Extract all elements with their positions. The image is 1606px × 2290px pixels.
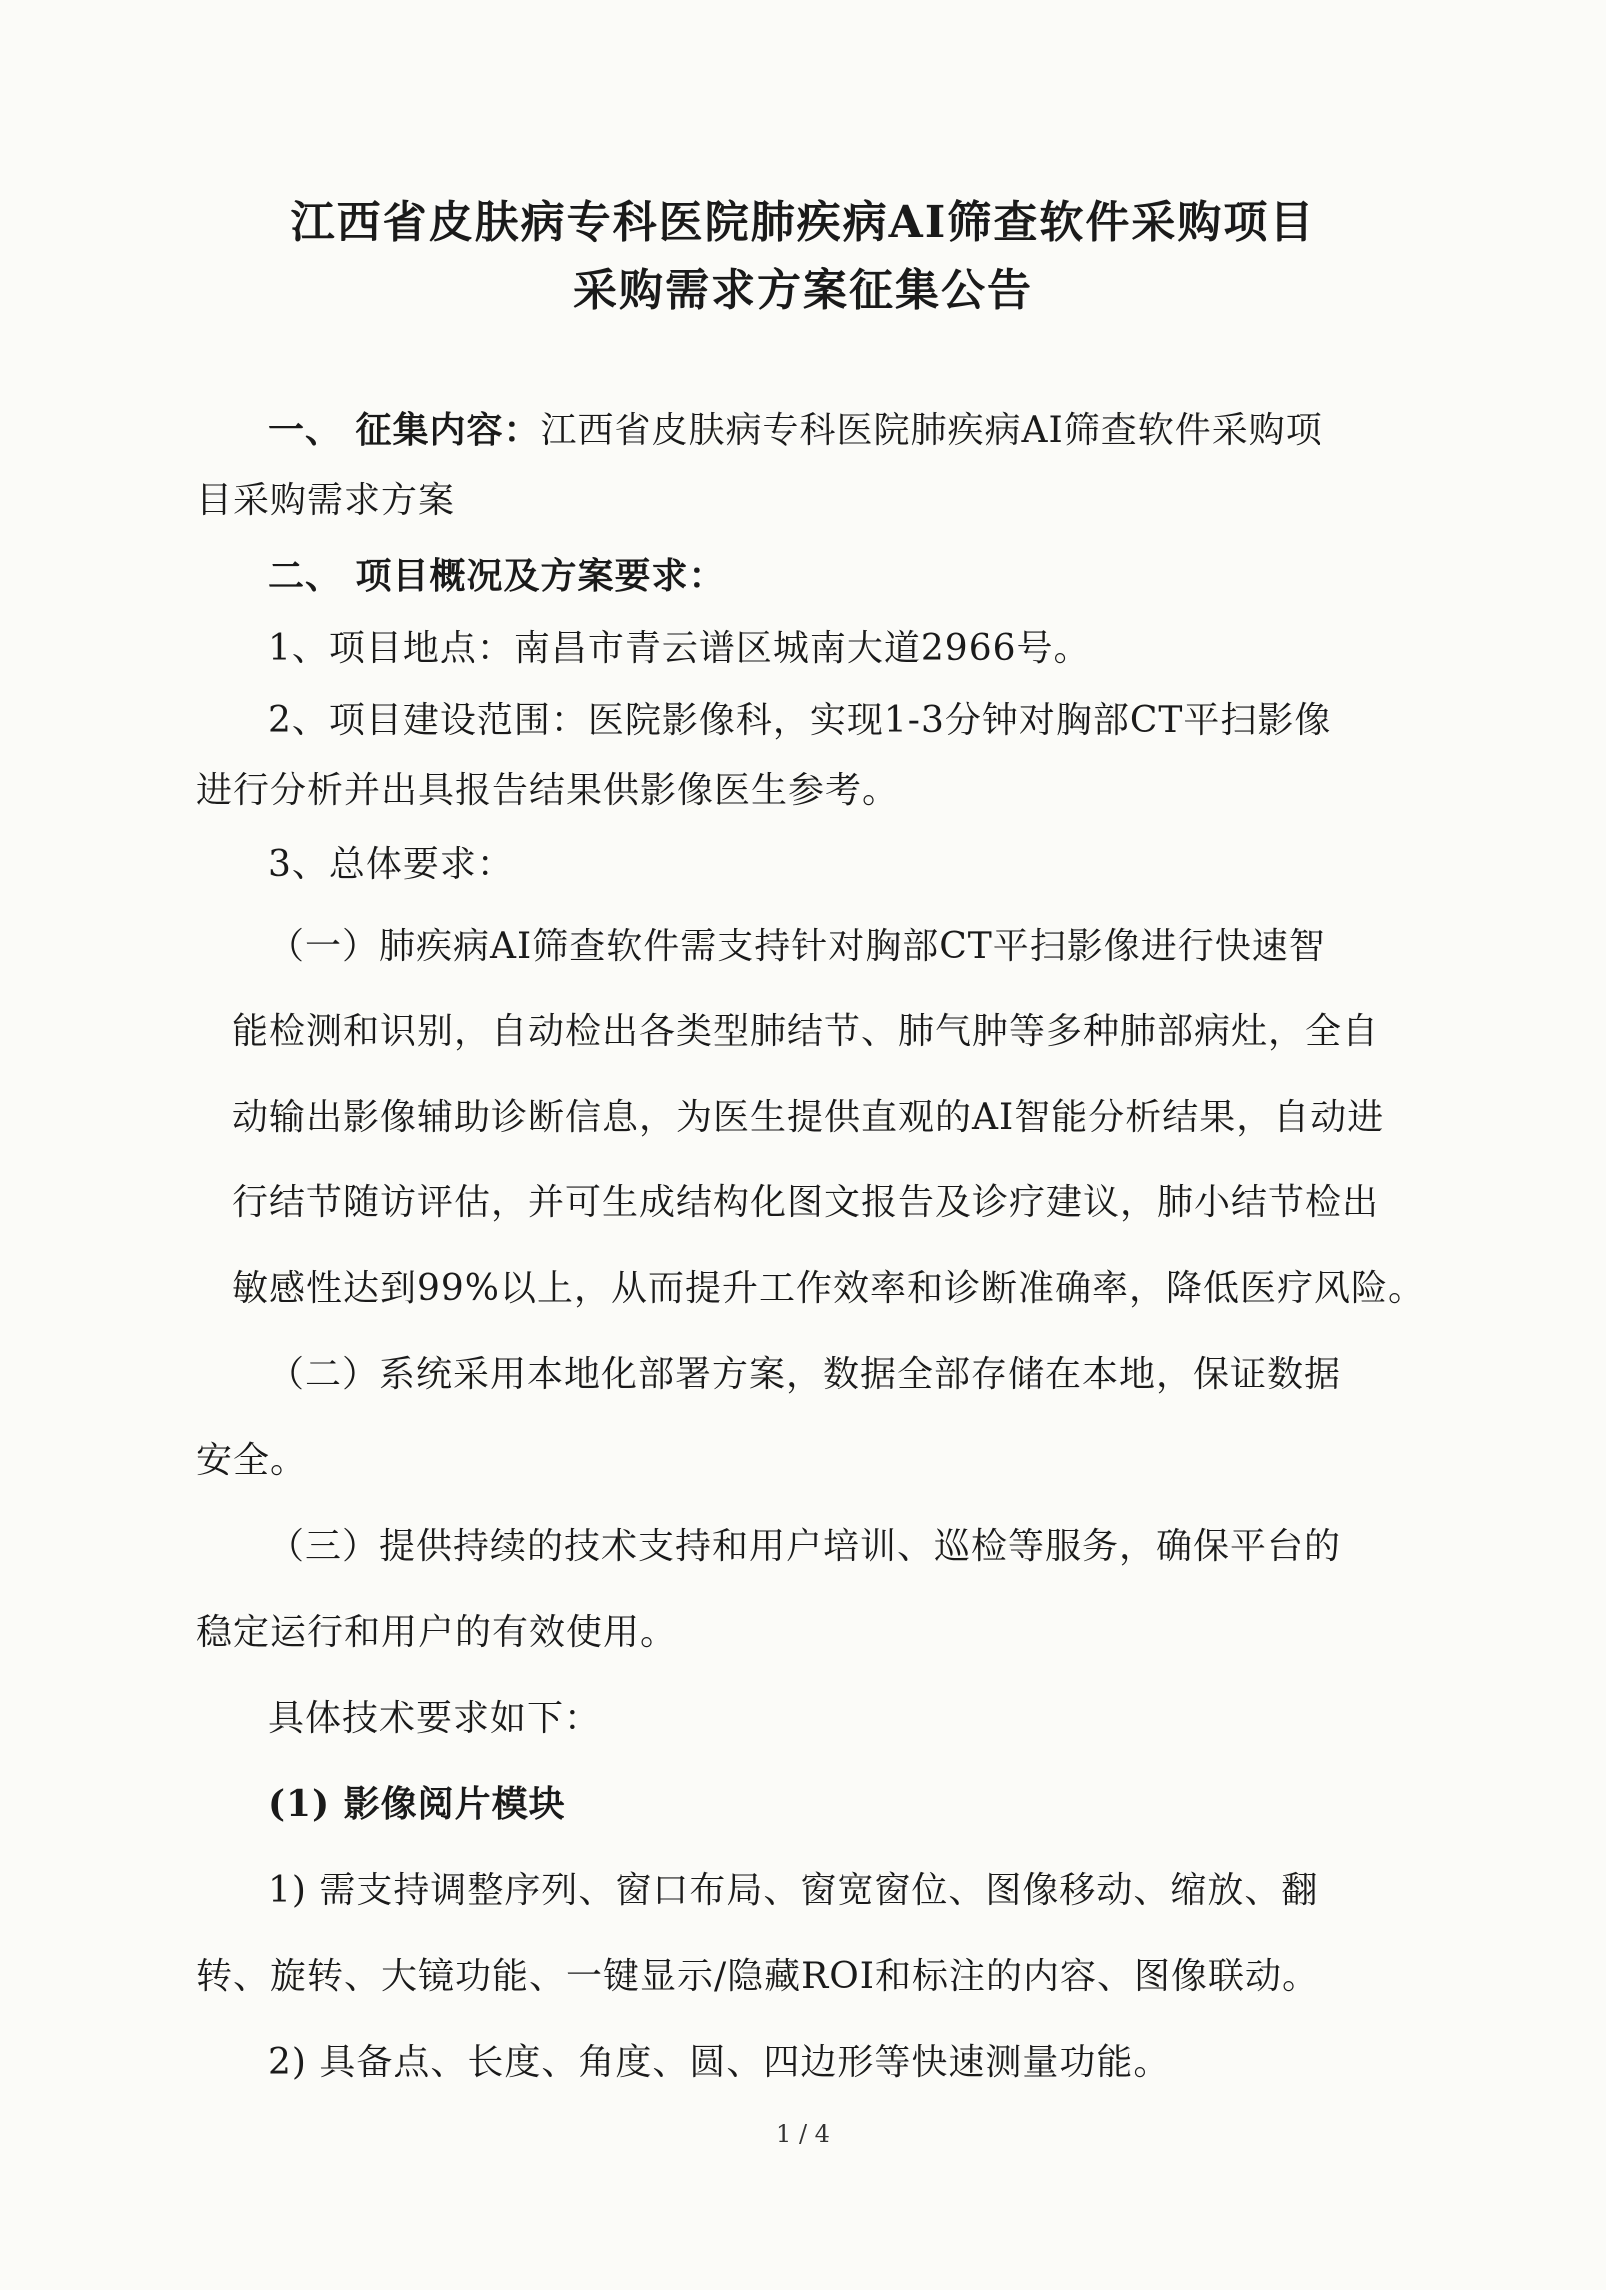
section-1-heading: 一、 征集内容： xyxy=(268,409,541,451)
item-1: 1、项目地点：南昌市青云谱区城南大道2966号。 xyxy=(268,628,1091,669)
item-3: 3、总体要求： xyxy=(268,844,514,885)
para-1-line-1: （一）肺疾病AI筛查软件需支持针对胸部CT平扫影像进行快速智 xyxy=(268,926,1326,967)
title-line-1: 江西省皮肤病专科医院肺疾病AI筛查软件采购项目 xyxy=(290,197,1316,248)
item-2-line-1: 2、项目建设范围：医院影像科，实现1-3分钟对胸部CT平扫影像 xyxy=(268,700,1332,741)
page-number: 1 / 4 xyxy=(776,2120,830,2148)
module-1-item-2: 2) 具备点、长度、角度、圆、四边形等快速测量功能。 xyxy=(268,2042,1171,2083)
para-3-line-2: 稳定运行和用户的有效使用。 xyxy=(196,1612,678,1653)
para-2-line-2: 安全。 xyxy=(196,1440,308,1481)
section-1-continued: 目采购需求方案 xyxy=(196,480,456,521)
para-1-line-4: 行结节随访评估，并可生成结构化图文报告及诊疗建议，肺小结节检出 xyxy=(232,1182,1380,1223)
tech-requirements-intro: 具体技术要求如下： xyxy=(268,1698,602,1739)
title-line-2: 采购需求方案征集公告 xyxy=(573,265,1033,316)
para-1-line-5: 敏感性达到99%以上，从而提升工作效率和诊断准确率，降低医疗风险。 xyxy=(232,1268,1426,1309)
para-3-line-1: （三）提供持续的技术支持和用户培训、巡检等服务，确保平台的 xyxy=(268,1526,1342,1567)
section-1 xyxy=(268,402,1323,453)
module-1-item-1-line-1: 1) 需支持调整序列、窗口布局、窗宽窗位、图像移动、缩放、翻 xyxy=(268,1870,1319,1911)
section-1-text: 江西省皮肤病专科医院肺疾病AI筛查软件采购项 xyxy=(540,410,1323,451)
section-2-heading: 二、 项目概况及方案要求： xyxy=(268,555,726,597)
module-1-item-1-line-2: 转、旋转、大镜功能、一键显示/隐藏ROI和标注的内容、图像联动。 xyxy=(196,1956,1319,1997)
module-1-heading: (1) 影像阅片模块 xyxy=(268,1783,566,1825)
para-1-line-3: 动输出影像辅助诊断信息，为医生提供直观的AI智能分析结果，自动进 xyxy=(232,1097,1385,1138)
para-2-line-1: （二）系统采用本地化部署方案，数据全部存储在本地，保证数据 xyxy=(268,1354,1342,1395)
item-2-line-2: 进行分析并出具报告结果供影像医生参考。 xyxy=(196,770,900,811)
para-1-line-2: 能检测和识别，自动检出各类型肺结节、肺气肿等多种肺部病灶，全自 xyxy=(232,1011,1380,1052)
